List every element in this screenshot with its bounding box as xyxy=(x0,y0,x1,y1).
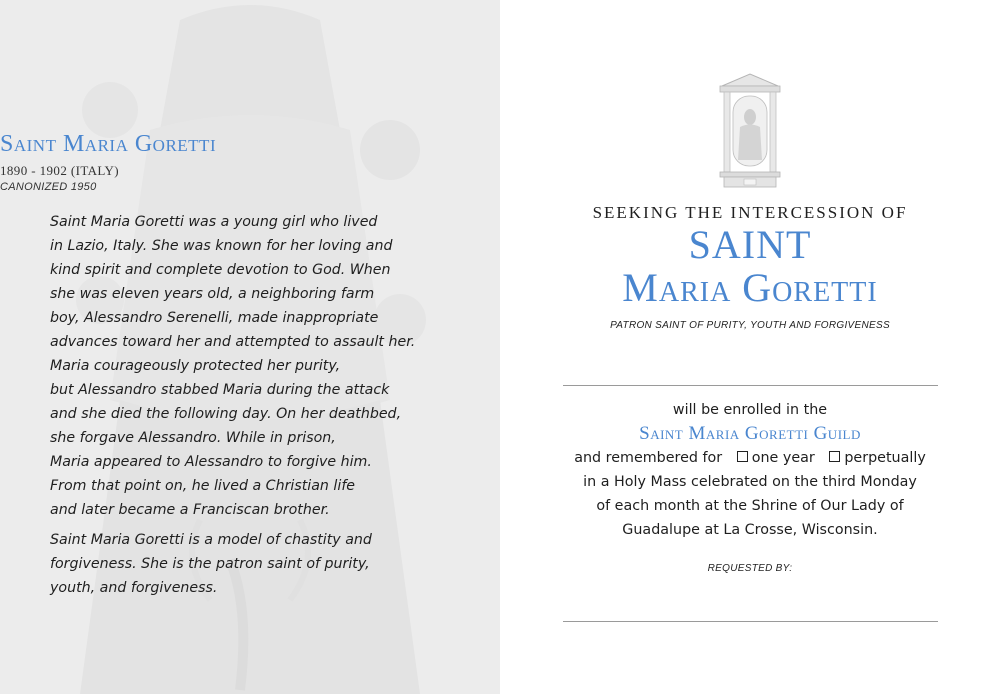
remembered-label: and remembered for xyxy=(574,450,723,466)
bottom-divider xyxy=(563,621,938,622)
one-year-label: one year xyxy=(751,450,815,466)
mass-line: in a Holy Mass celebrated on the third Monday xyxy=(583,474,917,490)
one-year-checkbox[interactable] xyxy=(737,451,748,462)
story-line: she forgave Alessandro. While in prison, xyxy=(50,430,336,446)
enroll-line: will be enrolled in the xyxy=(672,402,828,418)
closing-line: Saint Maria Goretti is a model of chastity and xyxy=(50,532,372,548)
closing-paragraph xyxy=(50,528,450,600)
left-saint-title: Saint Maria Goretti xyxy=(0,131,217,157)
story-paragraph xyxy=(50,210,450,522)
top-divider xyxy=(563,385,938,386)
story-line: but Alessandro stabbed Maria during the attack xyxy=(50,382,390,398)
story-line: and later became a Franciscan brother. xyxy=(50,502,330,518)
enrollment-text xyxy=(500,398,1000,542)
story-line: Saint Maria Goretti was a young girl who lived xyxy=(50,214,378,230)
perpetually-checkbox[interactable] xyxy=(829,451,840,462)
saint-story xyxy=(50,210,450,606)
perpetually-label: perpetually xyxy=(844,450,926,466)
guild-name: Saint Maria Goretti Guild xyxy=(639,423,861,444)
saint-name-line2: Maria Goretti xyxy=(622,265,878,310)
story-line: in Lazio, Italy. She was known for her loving and xyxy=(50,238,393,254)
closing-line: youth, and forgiveness. xyxy=(50,580,218,596)
mass-line: of each month at the Shrine of Our Lady of xyxy=(596,498,904,514)
story-line: kind spirit and complete devotion to God. When xyxy=(50,262,391,278)
saint-dates: 1890 - 1902 (ITALY) xyxy=(0,163,119,178)
requested-by-label: REQUESTED BY: xyxy=(707,563,793,574)
shrine-altar-icon xyxy=(718,72,782,188)
story-line: she was eleven years old, a neighboring farm xyxy=(50,286,375,302)
closing-line: forgiveness. She is the patron saint of purity, xyxy=(50,556,370,572)
canonized-date: CANONIZED 1950 xyxy=(0,181,97,193)
seeking-heading: SEEKING THE INTERCESSION OF xyxy=(592,203,908,222)
remembered-line xyxy=(500,446,1000,470)
story-line: boy, Alessandro Serenelli, made inappropriate xyxy=(50,310,379,326)
mass-line: Guadalupe at La Crosse, Wisconsin. xyxy=(622,522,878,538)
story-line: advances toward her and attempted to assault her. xyxy=(50,334,416,350)
story-line: From that point on, he lived a Christian life xyxy=(50,478,356,494)
story-line: Maria courageously protected her purity, xyxy=(50,358,341,374)
story-line: Maria appeared to Alessandro to forgive him. xyxy=(50,454,372,470)
story-line: and she died the following day. On her deathbed, xyxy=(50,406,402,422)
patron-subtitle: PATRON SAINT OF PURITY, YOUTH AND FORGIVENESS xyxy=(610,320,890,331)
saint-name-line1: SAINT xyxy=(688,222,812,267)
